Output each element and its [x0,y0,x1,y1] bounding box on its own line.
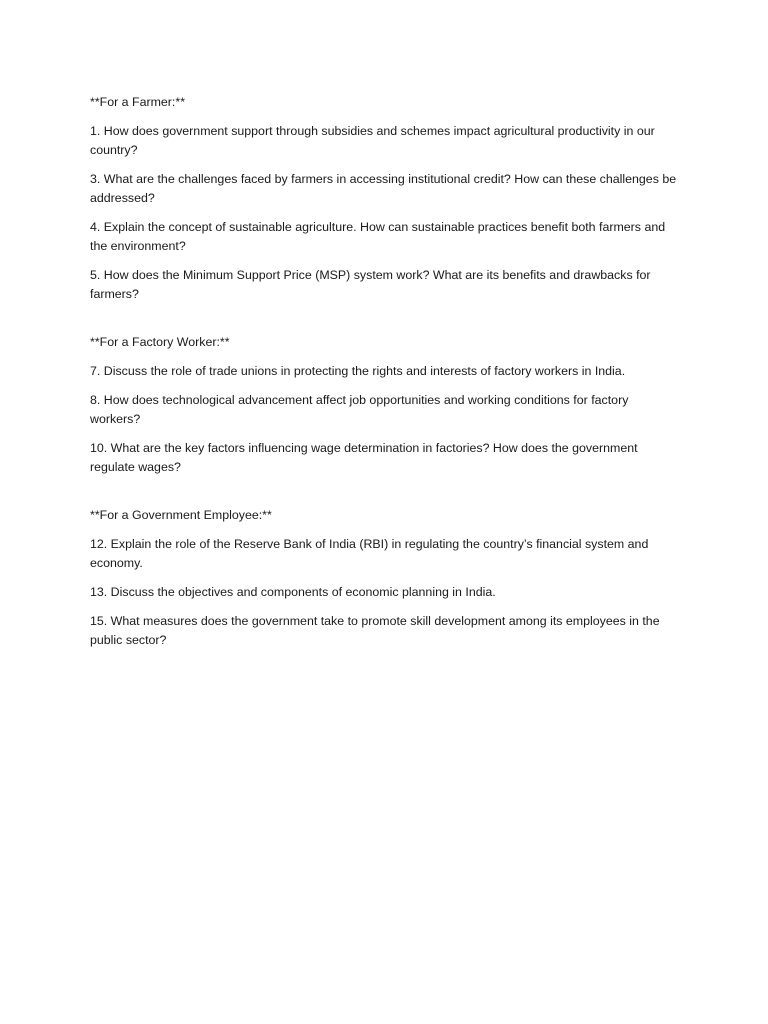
section-government-employee [90,506,682,650]
question-item: 10. What are the key factors influencing wage determination in factories? How does the government regulate wages? [90,441,638,474]
question-item: 12. Explain the role of the Reserve Bank of India (RBI) in regulating the country’s financial system and economy. [90,537,649,570]
section-heading: **For a Government Employee:** [90,508,272,522]
document-body [90,93,682,660]
section-heading: **For a Factory Worker:** [90,335,230,349]
section-factory-worker [90,333,682,477]
question-item: 7. Discuss the role of trade unions in protecting the rights and interests of factory workers in India. [90,364,626,378]
section-heading: **For a Farmer:** [90,95,186,109]
question-item: 4. Explain the concept of sustainable agriculture. How can sustainable practices benefit both farmers and the environment? [90,220,666,253]
question-item: 8. How does technological advancement affect job opportunities and working conditions for factory workers? [90,393,629,426]
question-item: 15. What measures does the government take to promote skill development among its employees in the public sector? [90,614,660,647]
question-item: 1. How does government support through subsidies and schemes impact agricultural productivity in our country? [90,124,655,157]
question-item: 13. Discuss the objectives and components of economic planning in India. [90,585,496,599]
section-farmer [90,93,682,304]
question-item: 5. How does the Minimum Support Price (MSP) system work? What are its benefits and drawbacks for farmers? [90,268,651,301]
question-item: 3. What are the challenges faced by farmers in accessing institutional credit? How can these challenges be addressed? [90,172,677,205]
